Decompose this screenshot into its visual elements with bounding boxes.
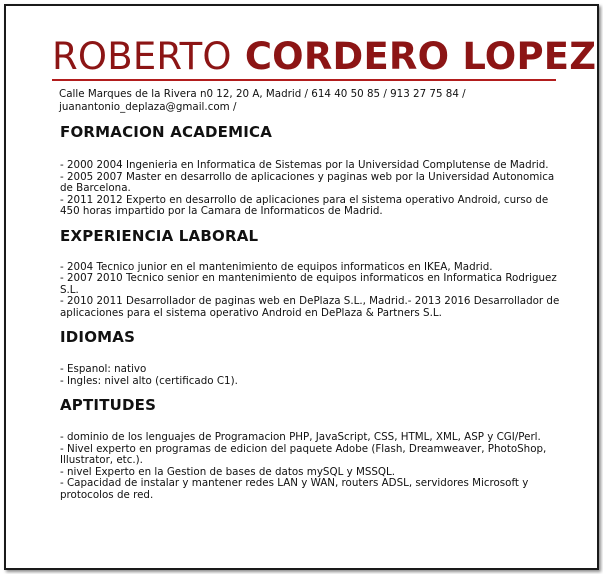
list-item: - Capacidad de instalar y mantener redes LAN y WAN, routers ADSL, servidores Microsoft y protocolos de red. [60, 477, 529, 501]
section-skills [60, 395, 562, 501]
languages-list [60, 364, 562, 387]
list-item: - 2000 2004 Ingenieria en Informatica de Sistemas por la Universidad Complutense de Madrid. [60, 159, 549, 172]
list-item: - Espanol: nativo [60, 363, 147, 376]
header-divider [52, 79, 556, 81]
list-item: - Ingles: nivel alto (certificado C1). [60, 374, 238, 387]
section-title-skills: APTITUDES [60, 396, 157, 415]
resume-page [52, 35, 597, 501]
list-item: - 2007 2010 Tecnico senior en mantenimiento de equipos informaticos en Informatica Rodriguez S.L. [60, 272, 557, 296]
section-title-experience: EXPERIENCIA LABORAL [60, 226, 259, 245]
contact-info [59, 88, 529, 113]
list-item: - nivel Experto en la Gestion de bases de datos mySQL y MSSQL. [60, 465, 396, 478]
skills-list [60, 432, 562, 501]
candidate-name [52, 35, 597, 78]
experience-list [60, 262, 562, 320]
section-education [60, 122, 562, 218]
list-item: - 2004 Tecnico junior en el mantenimiento de equipos informaticos en IKEA, Madrid. [60, 260, 493, 273]
section-experience [60, 226, 562, 320]
section-languages [60, 327, 562, 387]
contact-email: juanantonio_deplaza@gmail.com / [59, 100, 237, 113]
contact-address-phones: Calle Marques de la Rivera n0 12, 20 A, Madrid / 614 40 50 85 / 913 27 75 84 / [59, 88, 466, 100]
first-name: ROBERTO [52, 35, 232, 78]
list-item: - dominio de los lenguajes de Programacion PHP, JavaScript, CSS, HTML, XML, ASP y CGI/Perl. [60, 431, 541, 444]
section-title-languages: IDIOMAS [60, 328, 136, 347]
section-title-education: FORMACION ACADEMICA [60, 123, 273, 142]
education-list [60, 160, 562, 218]
list-item: - Nivel experto en programas de edicion del paquete Adobe (Flash, Dreamweaver, PhotoShop, Illustrator, etc.). [60, 442, 547, 467]
list-item: - 2011 2012 Experto en desarrollo de aplicaciones para el sistema operativo Android, curso de 450 horas impartido por la Camara de Informaticos de Madrid. [60, 193, 549, 218]
list-item: - 2010 2011 Desarrollador de paginas web en DePlaza S.L., Madrid.- 2013 2016 Desarrollador de aplicaciones para el sistema operativo Android en DePlaza & Partners S.L. [60, 295, 560, 319]
last-name: CORDERO LOPEZ [244, 35, 597, 78]
document-frame [4, 4, 599, 570]
list-item: - 2005 2007 Master en desarrollo de aplicaciones y paginas web por la Universidad Autonomica de Barcelona. [60, 170, 555, 195]
